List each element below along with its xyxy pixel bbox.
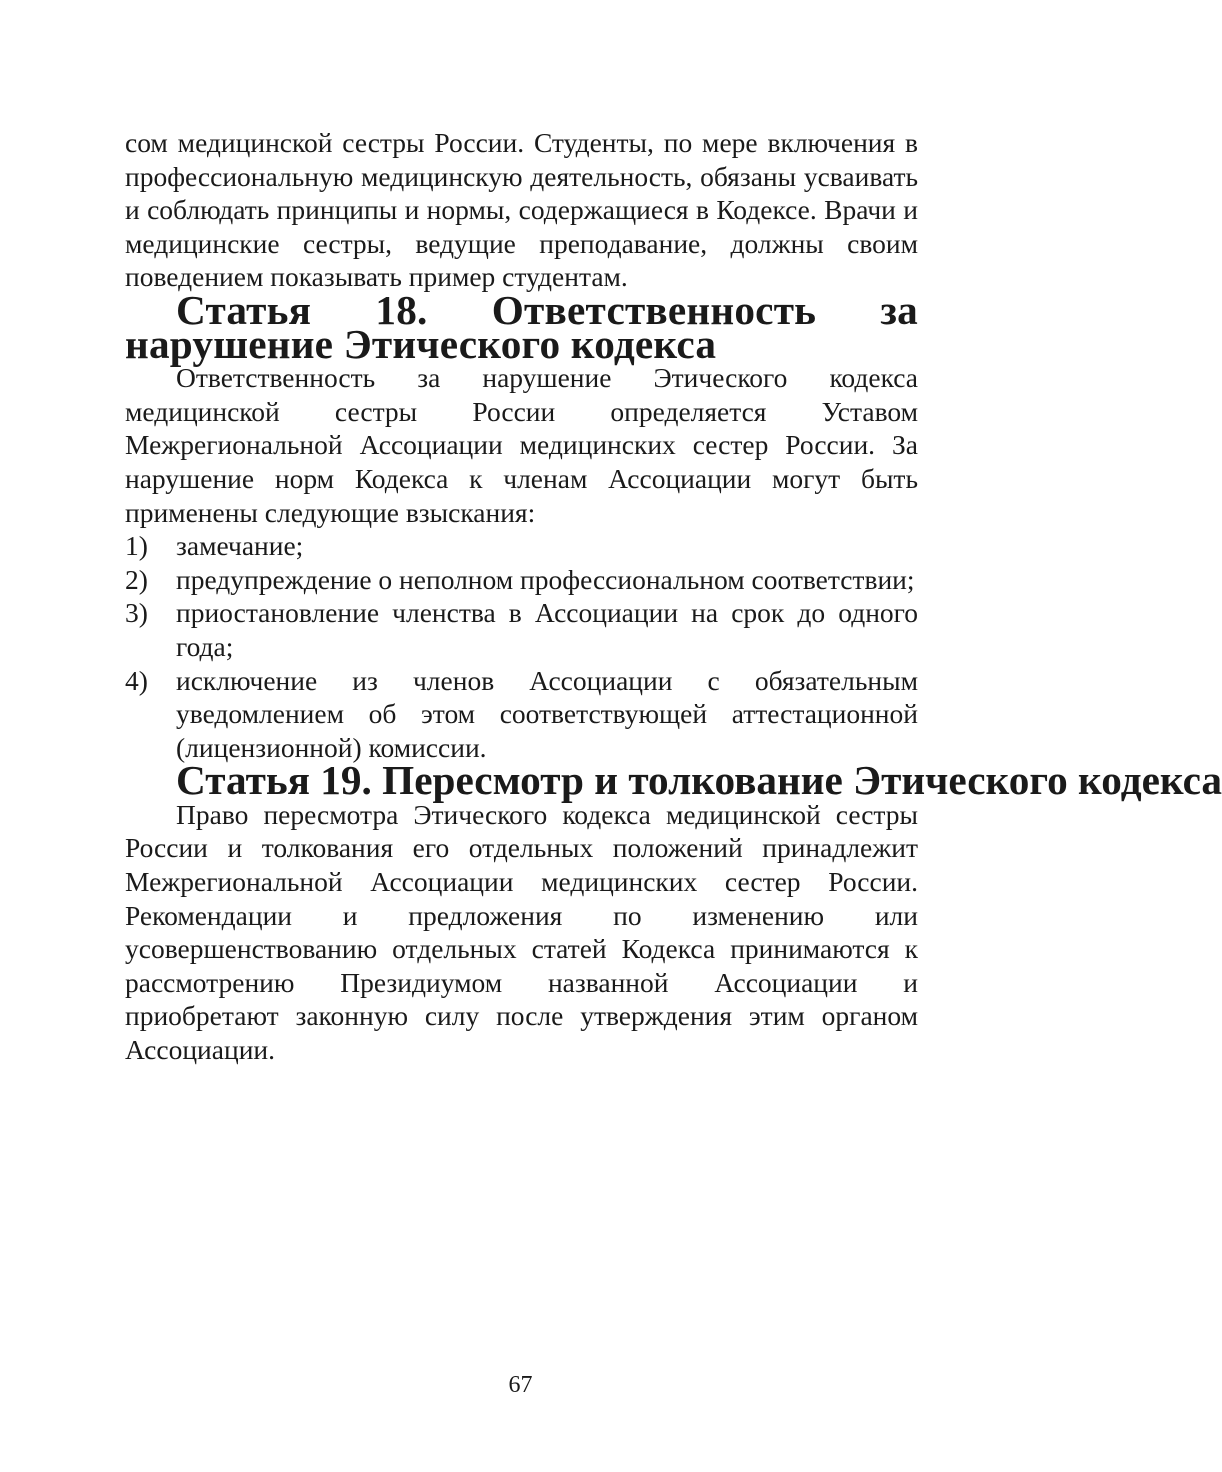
penalty-number: 1)	[125, 530, 148, 562]
article-19-heading: Статья 19. Пересмотр и толкование Этического кодекса	[176, 757, 1222, 804]
page-number: 67	[508, 1372, 533, 1398]
penalty-number: 2)	[125, 563, 148, 595]
penalty-list	[125, 529, 918, 764]
penalty-text: приостановление членства в Ассоциации на срок до одного года;	[176, 597, 918, 662]
penalty-item-1	[125, 529, 918, 563]
penalty-item-3	[125, 596, 918, 663]
article-18-heading: Статья 18. Ответственность за нарушение Этического кодекса	[125, 286, 918, 367]
penalty-item-4	[125, 664, 918, 765]
penalty-text: замечание;	[176, 530, 304, 562]
penalty-text: исключение из членов Ассоциации с обязательным уведомлением об этом соответствующей аттестационной (лицензионной) комиссии.	[176, 664, 918, 763]
page-content	[125, 126, 1222, 1067]
penalty-number: 4)	[125, 664, 148, 696]
article-18-body: Ответственность за нарушение Этического кодекса медицинской сестры России определяется Уставом Межрегиональной Ассоциации медицинских сестер России. За нарушение норм Кодекса к членам Ассоциации могут быть применены следующие взыскания:	[125, 362, 918, 528]
penalty-number: 3)	[125, 597, 148, 629]
penalty-item-2	[125, 563, 918, 597]
article-19-body: Право пересмотра Этического кодекса медицинской сестры России и толкования его отдельных положений принадлежит Межрегиональной Ассоциации медицинских сестер России. Рекомендации и предложения по изменению или усовершенствованию отдельных статей Кодекса принимаются к рассмотрению Президиумом названной Ассоциации и приобретают законную силу после утверждения этим органом Ассоциации.	[125, 798, 918, 1066]
penalty-text: предупреждение о неполном профессиональном соответствии;	[176, 563, 915, 595]
intro-paragraph: сом медицинской сестры России. Студенты, по мере включения в профессиональную медицинскую деятельность, обязаны усваивать и соблюдать принципы и нормы, содержащиеся в Кодексе. Врачи и медицинские сестры, ведущие преподавание, должны своим поведением показывать пример студентам.	[125, 127, 918, 293]
